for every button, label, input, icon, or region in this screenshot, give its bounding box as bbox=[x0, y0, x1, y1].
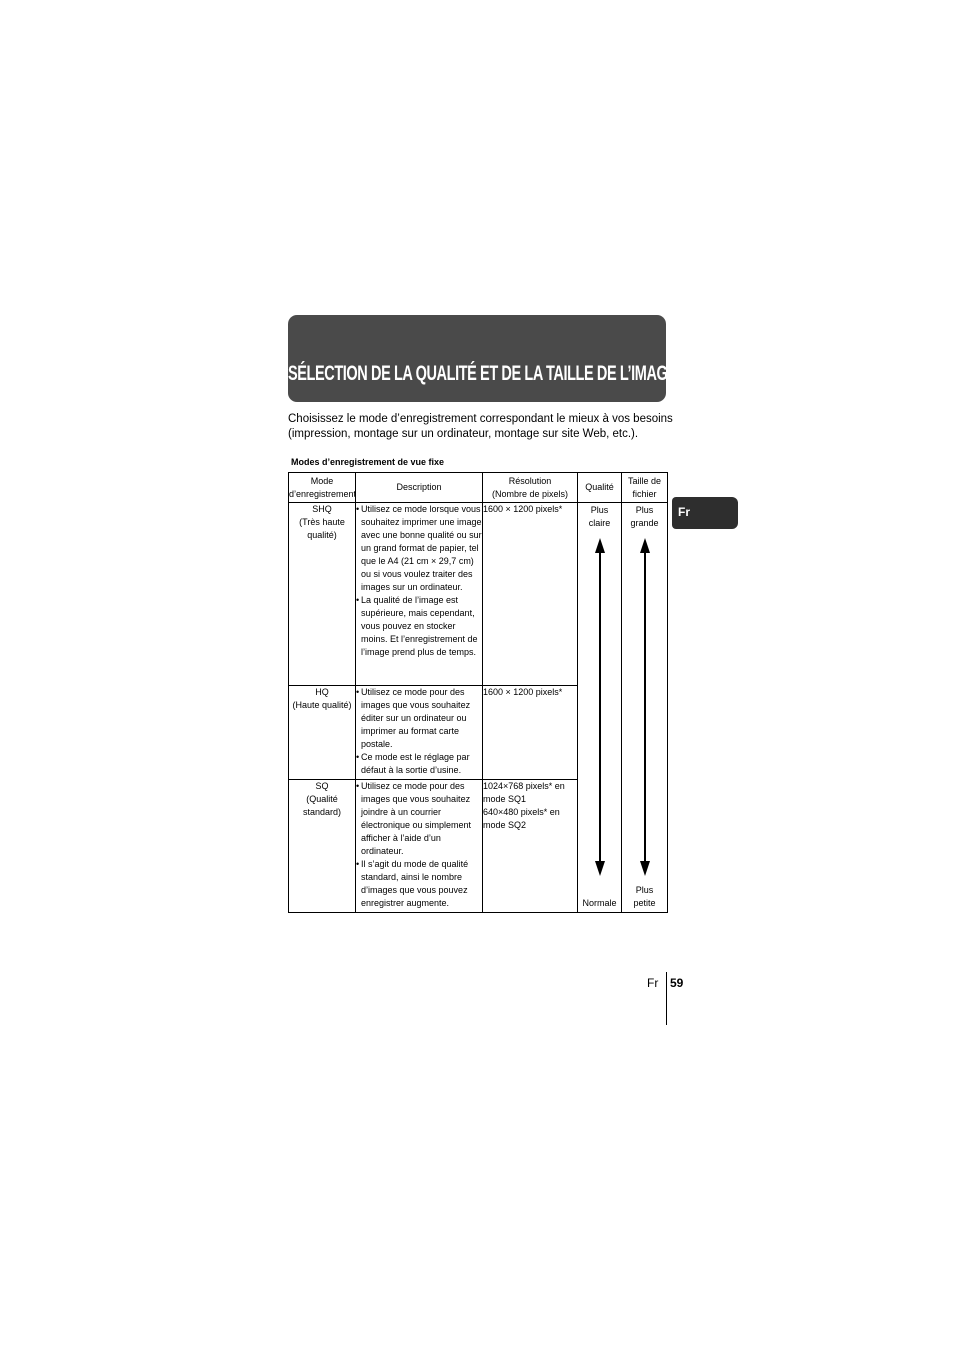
header-filesize-line: fichier bbox=[632, 488, 657, 499]
recording-modes-table bbox=[288, 472, 668, 913]
scale-label: grande bbox=[630, 518, 659, 528]
filesize-scale-bottom bbox=[622, 884, 667, 910]
description-cell bbox=[356, 686, 483, 780]
scale-label: Plus bbox=[590, 505, 609, 515]
quality-scale bbox=[578, 503, 622, 913]
header-resolution-line: Résolution bbox=[508, 475, 552, 486]
scale-label: claire bbox=[588, 518, 611, 528]
mode-line: (Haute qualité) bbox=[292, 700, 352, 710]
mode-line: standard) bbox=[302, 807, 342, 817]
resolution-line: 1600 × 1200 pixels* bbox=[483, 687, 563, 697]
header-resolution bbox=[483, 473, 578, 503]
table-header-row bbox=[289, 473, 668, 503]
header-filesize bbox=[622, 473, 668, 503]
mode-shq bbox=[289, 503, 356, 686]
description-bullet: • Il s’agit du mode de qualité standard, ainsi le nombre d’images que vous pouvez enregistrer augmente. bbox=[356, 858, 482, 910]
mode-line: SHQ bbox=[312, 504, 332, 514]
resolution-cell bbox=[483, 780, 578, 913]
resolution-cell bbox=[483, 686, 578, 780]
description-cell bbox=[356, 780, 483, 913]
mode-hq bbox=[289, 686, 356, 780]
mode-line: (Très haute bbox=[299, 517, 345, 527]
mode-line: qualité) bbox=[307, 530, 337, 540]
scale-label: Normale bbox=[582, 898, 617, 908]
footer-language: Fr bbox=[647, 976, 659, 990]
description-cell bbox=[356, 503, 483, 686]
description-bullet: • Utilisez ce mode lorsque vous souhaitez imprimer une image avec une bonne qualité ou sur un grand format de papier, tel que le A4 (21 cm × 29,7 cm) ou si vous voulez traiter des images sur un ordinateur. bbox=[356, 503, 482, 594]
resolution-line: 640×480 pixels* en mode SQ2 bbox=[483, 807, 560, 830]
table-row bbox=[289, 503, 668, 686]
double-arrow-icon bbox=[594, 538, 606, 876]
mode-sq bbox=[289, 780, 356, 913]
footer-divider bbox=[666, 972, 667, 1025]
scale-label: petite bbox=[633, 898, 656, 908]
header-quality: Qualité bbox=[578, 473, 622, 503]
intro-paragraph: Choisissez le mode d’enregistrement correspondant le mieux à vos besoins (impression, montage sur un ordinateur, montage sur site Web, etc.). bbox=[288, 413, 673, 440]
filesize-scale bbox=[622, 503, 668, 913]
header-mode-line: d’enregistrement bbox=[289, 488, 357, 499]
mode-line: (Qualité bbox=[306, 794, 338, 804]
header-filesize-line: Taille de bbox=[627, 475, 662, 486]
language-tab bbox=[672, 497, 738, 529]
description-bullet: • La qualité de l’image est supérieure, mais cependant, vous pouvez en stocker moins. Et l’enregistrement de l’image prend plus de temps. bbox=[356, 594, 482, 659]
page-number: 59 bbox=[670, 976, 684, 990]
scale-label: Plus bbox=[635, 885, 654, 895]
quality-scale-bottom bbox=[578, 897, 621, 910]
description-bullet: • Ce mode est le réglage par défaut à la sortie d’usine. bbox=[356, 751, 482, 777]
header-description: Description bbox=[356, 473, 483, 503]
resolution-line: 1024×768 pixels* en mode SQ1 bbox=[483, 781, 565, 804]
language-tab-label: Fr bbox=[678, 505, 690, 519]
description-bullet: • Utilisez ce mode pour des images que vous souhaitez éditer sur un ordinateur ou imprimer au format carte postale. bbox=[356, 686, 482, 751]
resolution-line: 1600 × 1200 pixels* bbox=[483, 504, 563, 514]
header-mode-line: Mode bbox=[310, 475, 334, 486]
header-mode bbox=[289, 473, 356, 503]
mode-line: HQ bbox=[315, 687, 329, 697]
header-resolution-line: (Nombre de pixels) bbox=[491, 488, 569, 499]
table-caption: Modes d’enregistrement de vue fixe bbox=[291, 457, 445, 467]
filesize-scale-top bbox=[622, 504, 667, 530]
scale-label: Plus bbox=[635, 505, 654, 515]
double-arrow-icon bbox=[639, 538, 651, 876]
quality-scale-top bbox=[578, 504, 621, 530]
description-bullet: • Utilisez ce mode pour des images que vous souhaitez joindre à un courrier électronique ou simplement afficher à l’aide d’un ordinateur. bbox=[356, 780, 482, 858]
section-title: SÉLECTION DE LA QUALITÉ ET DE LA TAILLE DE L’IMAGE (MODE D’ENREGISTREMENT) bbox=[288, 362, 879, 386]
resolution-cell bbox=[483, 503, 578, 686]
section-banner bbox=[288, 315, 879, 402]
mode-line: SQ bbox=[315, 781, 329, 791]
